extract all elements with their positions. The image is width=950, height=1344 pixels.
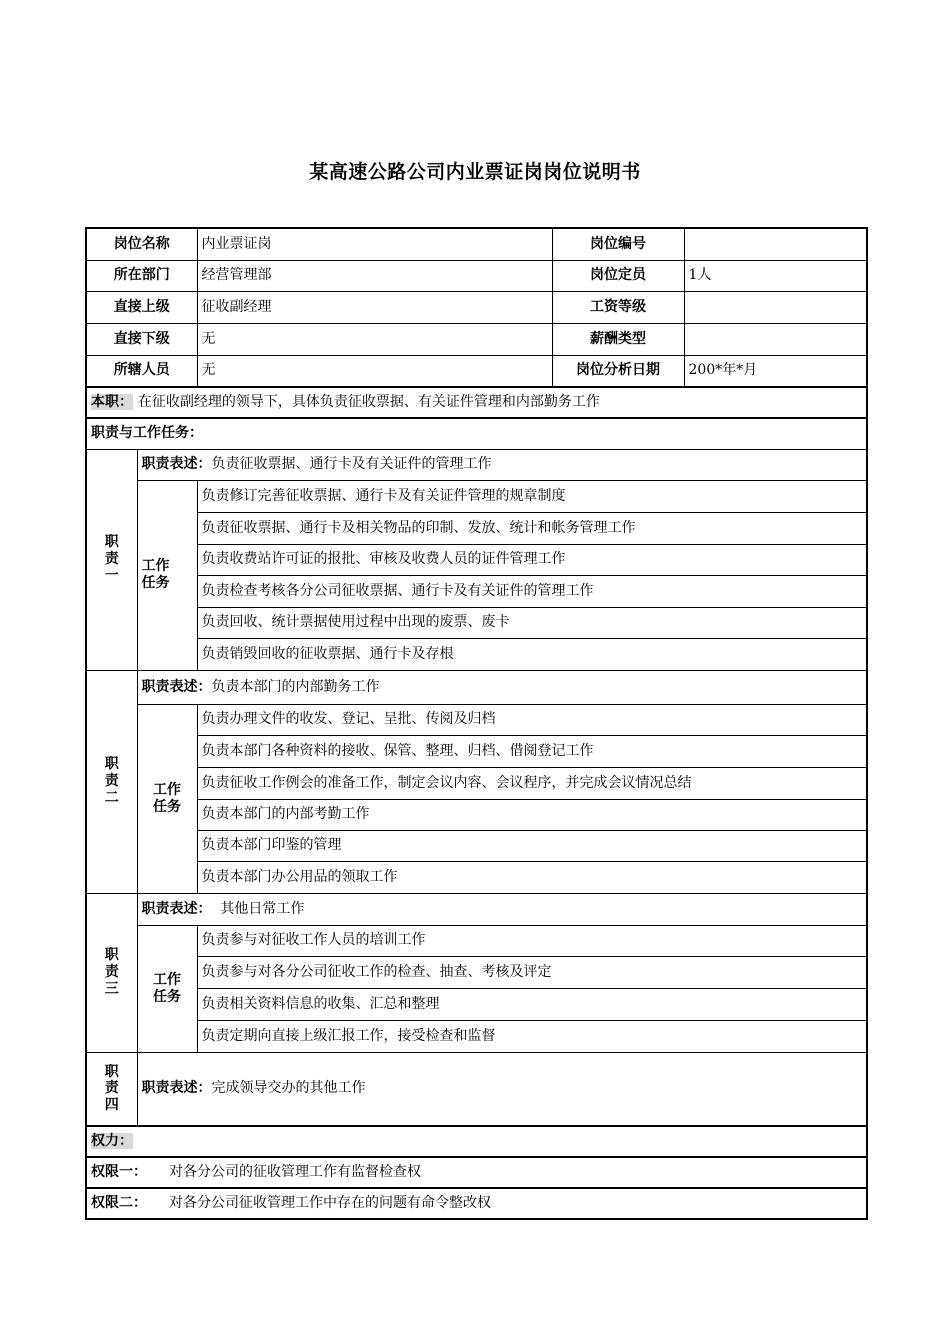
task-row xyxy=(86,544,867,575)
power-header: 权力： xyxy=(91,1133,133,1150)
duty-summary-row xyxy=(86,1052,867,1126)
task-item: 负责回收、统计票据使用过程中出现的废票、废卡 xyxy=(197,607,867,638)
info-row xyxy=(86,323,867,355)
summary-text: 完成领导交办的其他工作 xyxy=(211,1080,366,1097)
info-value xyxy=(684,228,867,260)
task-item: 负责本部门各种资料的接收、保管、整理、归档、借阅登记工作 xyxy=(197,735,867,767)
task-label-text: 工作任务 xyxy=(153,781,181,815)
duty-label-text: 职责二 xyxy=(104,756,119,806)
task-item: 负责销毁回收的征收票据、通行卡及存根 xyxy=(197,638,867,670)
info-label: 工资等级 xyxy=(552,291,684,323)
task-item: 负责征收票据、通行卡及相关物品的印制、发放、统计和帐务管理工作 xyxy=(197,512,867,544)
task-row xyxy=(86,607,867,638)
info-value xyxy=(684,323,867,355)
limit-row xyxy=(86,1157,867,1188)
benzhi-text: 在征收副经理的领导下，具体负责征收票据、有关证件管理和内部勤务工作 xyxy=(137,394,600,411)
duty-label-text: 职责一 xyxy=(104,534,119,584)
info-row xyxy=(86,260,867,291)
summary-label: 职责表述： xyxy=(141,900,212,917)
info-value: 经营管理部 xyxy=(197,260,552,291)
info-value: 无 xyxy=(197,323,552,355)
task-item: 负责参与对各分公司征收工作的检查、抽查、考核及评定 xyxy=(197,956,867,988)
summary-text: 负责本部门的内部勤务工作 xyxy=(211,678,380,695)
info-label: 岗位编号 xyxy=(552,228,684,260)
task-item: 负责定期向直接上级汇报工作，接受检查和监督 xyxy=(197,1020,867,1052)
task-row xyxy=(86,988,867,1020)
duty-label xyxy=(86,893,137,1052)
info-value: 1人 xyxy=(684,260,867,291)
info-row xyxy=(86,355,867,387)
task-row xyxy=(86,480,867,512)
info-value: 无 xyxy=(197,355,552,387)
task-item: 负责相关资料信息的收集、汇总和整理 xyxy=(197,988,867,1020)
limit-text: 对各分公司征收管理工作中存在的问题有命令整改权 xyxy=(169,1195,491,1212)
limit-label: 权限二： xyxy=(91,1195,147,1212)
task-label xyxy=(137,925,197,1052)
task-item: 负责征收工作例会的准备工作，制定会议内容、会议程序，并完成会议情况总结 xyxy=(197,767,867,799)
duty-label xyxy=(86,449,137,670)
summary-text: 其他日常工作 xyxy=(220,900,305,917)
task-label xyxy=(137,704,197,893)
info-value: 征收副经理 xyxy=(197,291,552,323)
task-label-text: 工作任务 xyxy=(153,971,181,1005)
info-label: 薪酬类型 xyxy=(552,323,684,355)
task-row xyxy=(86,925,867,956)
task-row xyxy=(86,512,867,544)
duty-summary-row xyxy=(86,449,867,480)
limit-text: 对各分公司的征收管理工作有监督检查权 xyxy=(169,1164,421,1181)
duty-summary-row xyxy=(86,670,867,704)
task-label xyxy=(137,480,197,670)
info-label: 所辖人员 xyxy=(86,355,197,387)
info-label: 直接上级 xyxy=(86,291,197,323)
info-label: 岗位定员 xyxy=(552,260,684,291)
summary-label: 职责表述： xyxy=(141,456,212,473)
duties-header-row xyxy=(86,418,867,449)
limit-label: 权限一： xyxy=(91,1164,147,1181)
task-row xyxy=(86,735,867,767)
duties-header: 职责与工作任务： xyxy=(86,418,867,449)
task-row xyxy=(86,704,867,735)
info-label: 所在部门 xyxy=(86,260,197,291)
power-header-row xyxy=(86,1126,867,1157)
info-label: 岗位分析日期 xyxy=(552,355,684,387)
summary-label: 职责表述： xyxy=(141,1080,212,1097)
task-item: 负责修订完善征收票据、通行卡及有关证件管理的规章制度 xyxy=(197,480,867,512)
task-row xyxy=(86,956,867,988)
task-item: 负责检查考核各分公司征收票据、通行卡及有关证件的管理工作 xyxy=(197,575,867,607)
task-row xyxy=(86,575,867,607)
info-value: 200*年*月 xyxy=(684,355,867,387)
task-row xyxy=(86,861,867,893)
task-row xyxy=(86,830,867,861)
info-value xyxy=(684,291,867,323)
limit-row xyxy=(86,1188,867,1219)
task-item: 负责本部门印鉴的管理 xyxy=(197,830,867,861)
benzhi-row xyxy=(86,387,867,418)
task-item: 负责本部门办公用品的领取工作 xyxy=(197,861,867,893)
task-row xyxy=(86,799,867,830)
page-title: 某高速公路公司内业票证岗岗位说明书 xyxy=(309,161,641,183)
info-row xyxy=(86,291,867,323)
task-row xyxy=(86,638,867,670)
summary-label: 职责表述： xyxy=(141,678,212,695)
task-row xyxy=(86,767,867,799)
duty-label xyxy=(86,670,137,893)
info-value: 内业票证岗 xyxy=(197,228,552,260)
benzhi-label: 本职： xyxy=(91,394,133,411)
task-row xyxy=(86,1020,867,1052)
summary-text: 负责征收票据、通行卡及有关证件的管理工作 xyxy=(211,456,492,473)
info-row xyxy=(86,228,867,260)
duty-label xyxy=(86,1052,137,1126)
duty-summary-row xyxy=(86,893,867,925)
task-item: 负责办理文件的收发、登记、呈批、传阅及归档 xyxy=(197,704,867,735)
info-label: 直接下级 xyxy=(86,323,197,355)
duty-label-text: 职责四 xyxy=(104,1063,119,1114)
info-label: 岗位名称 xyxy=(86,228,197,260)
task-item: 负责参与对征收工作人员的培训工作 xyxy=(197,925,867,956)
task-item: 负责收费站许可证的报批、审核及收费人员的证件管理工作 xyxy=(197,544,867,575)
job-description-table xyxy=(85,227,868,1220)
task-label-text: 工作任务 xyxy=(141,558,170,591)
task-item: 负责本部门的内部考勤工作 xyxy=(197,799,867,830)
duty-label-text: 职责三 xyxy=(104,947,119,997)
